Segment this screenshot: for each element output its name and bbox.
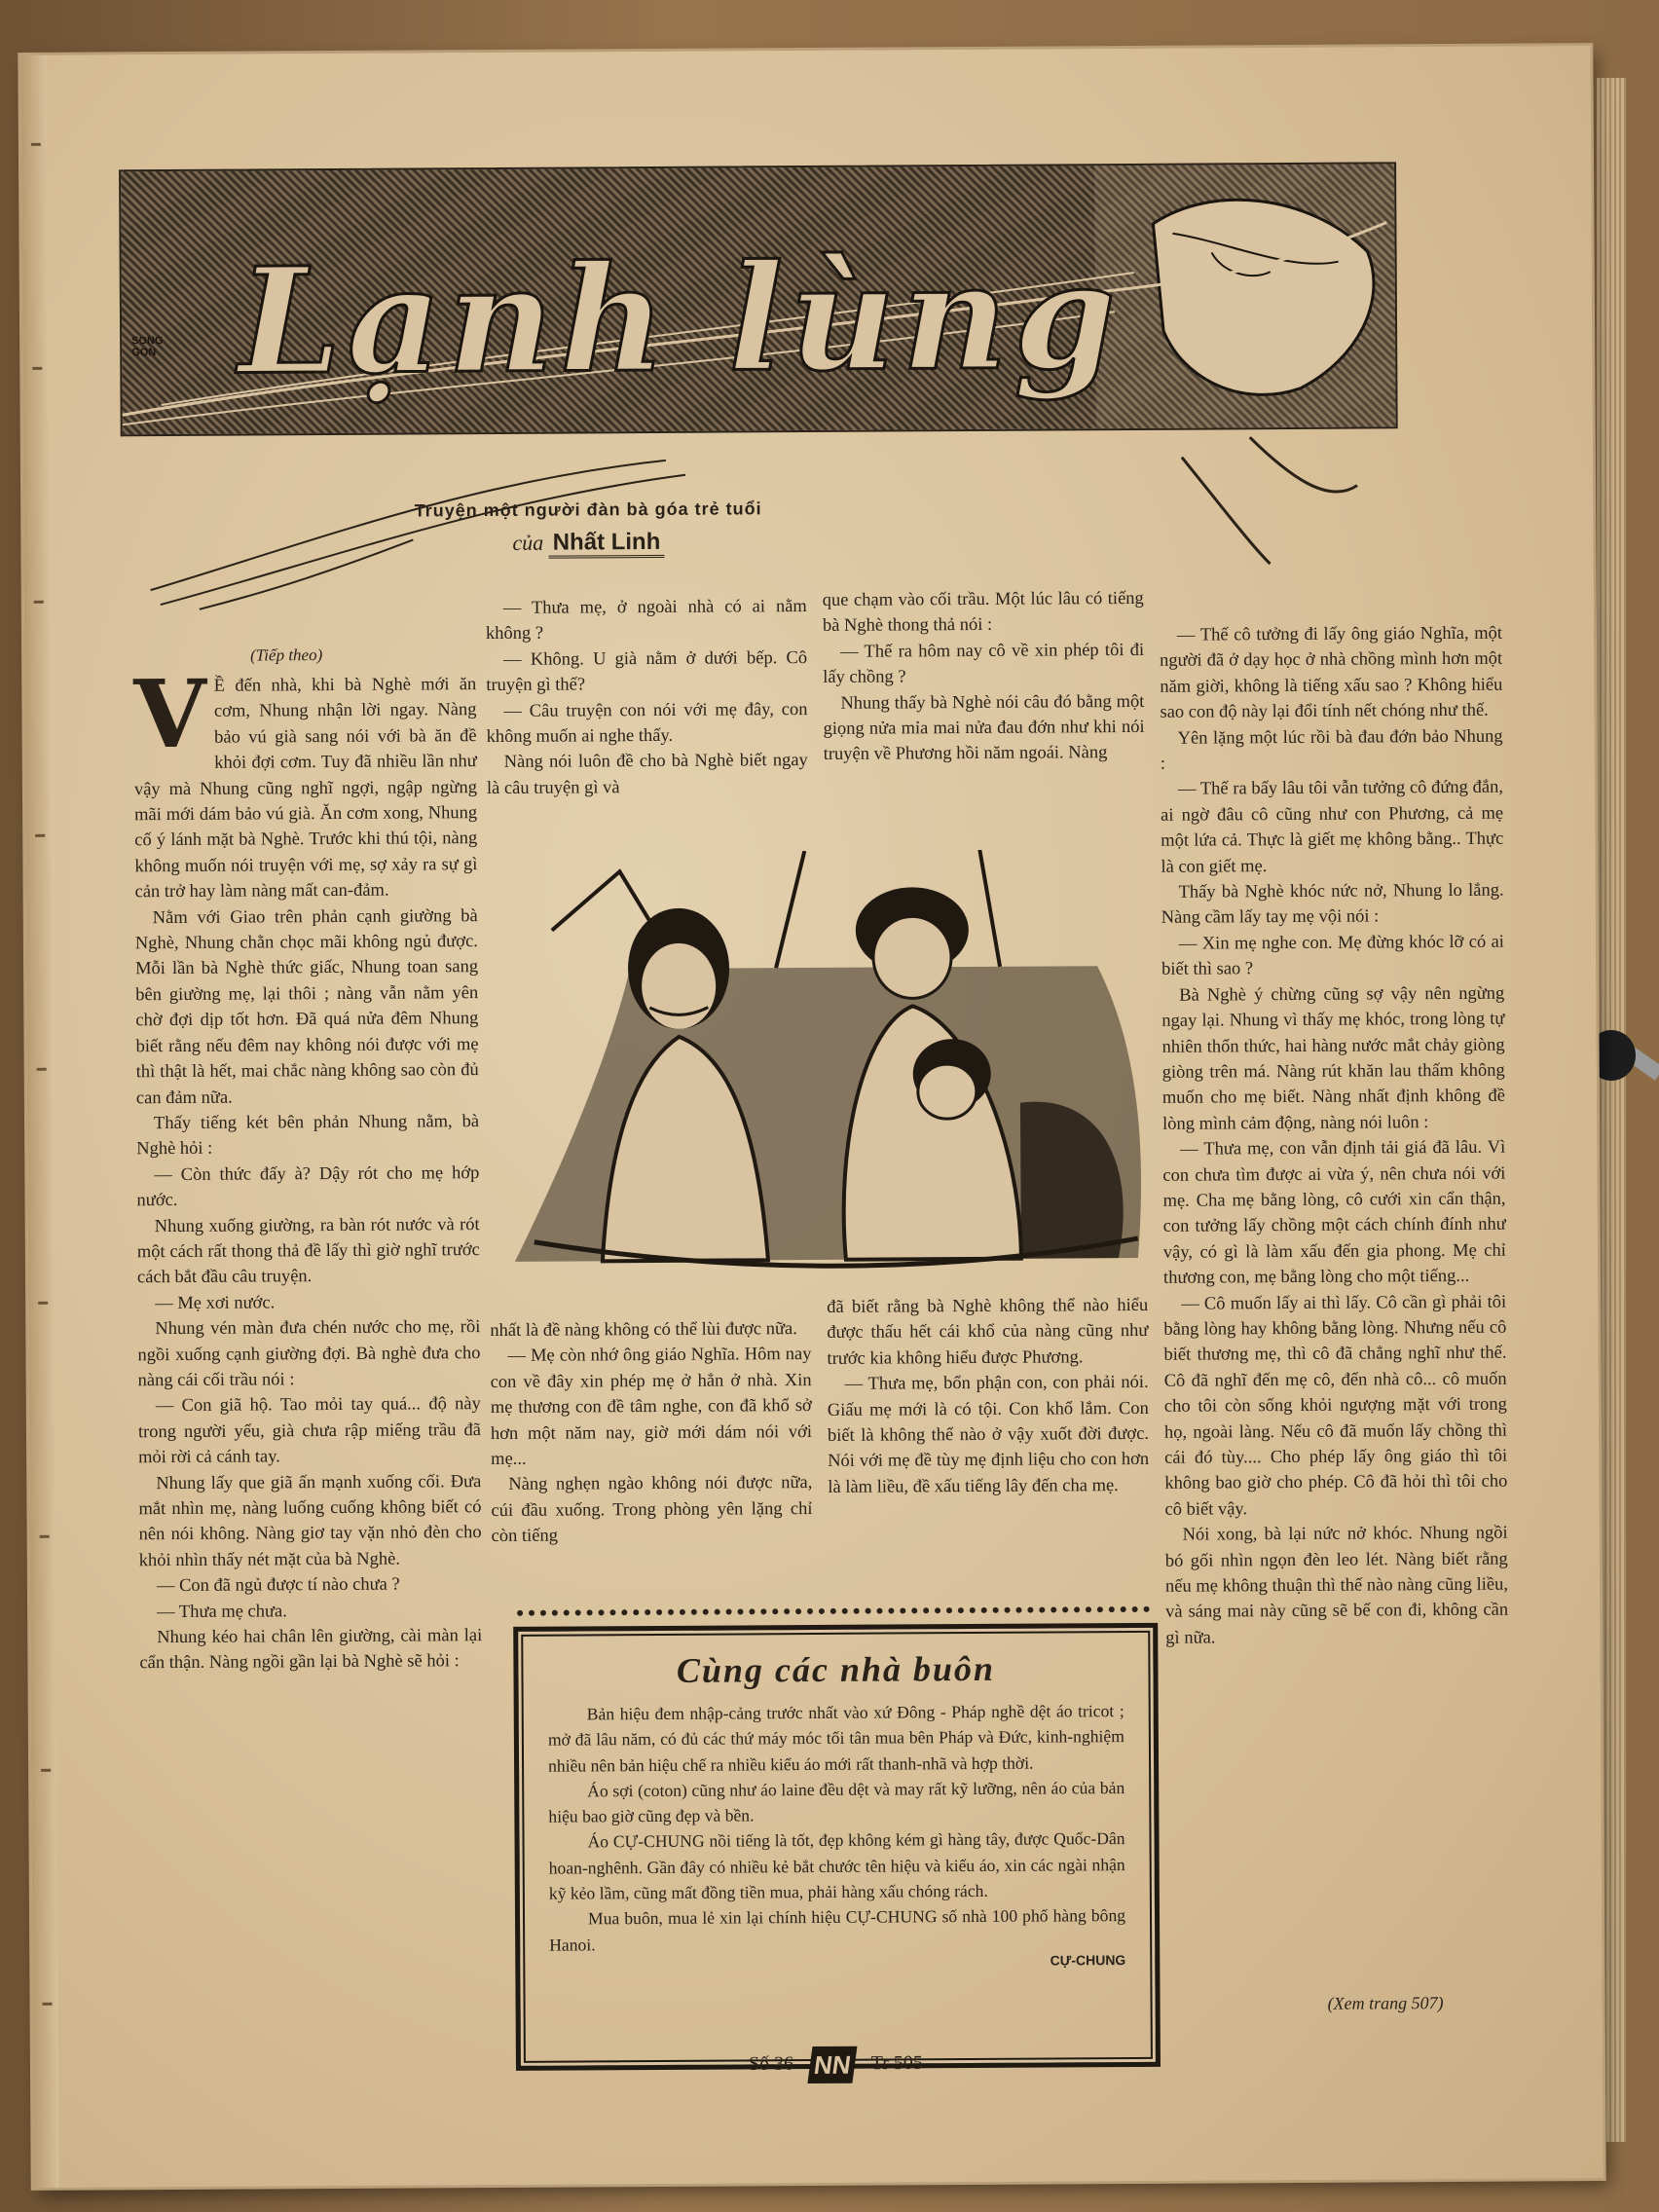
author-prefix: của <box>512 530 544 555</box>
magazine-logo: NN <box>808 2046 858 2083</box>
ad-title: Cùng các nhà buôn <box>676 1648 996 1690</box>
page-footer <box>749 2046 923 2083</box>
text-column-3-bottom <box>827 1293 1149 1500</box>
advertisement-box <box>513 1623 1161 2071</box>
paragraph: Nhung lấy que giã ấn mạnh xuống cối. Đưa mắt nhìn mẹ, nàng luống cuống không biết có nên nói không. Nàng giơ tay vặn nhỏ đèn cho khỏi nhìn thấy nét mặt của bà Nghè. <box>138 1471 482 1571</box>
paragraph: — Mẹ còn nhớ ông giáo Nghĩa. Hôm nay con về đây xin phép mẹ ở hẳn ở nhà. Xin mẹ thương con đề tâm nghe, con đã khổ sở hơn một năm nay, giờ mới dám nói với mẹ... <box>490 1345 813 1470</box>
paragraph: Bà Nghè ý chừng cũng sợ vậy nên ngừng ngay lại. Nhung vì thấy mẹ khóc, trong lòng tự nhiên thổn thức, hai hàng nước mắt chảy giòng giòng trên má. Nàng rút khăn lau thấm không muốn cho mẹ biết. Nàng nhất định không đề lòng mình cảm động, nàng nói luôn : <box>1161 983 1505 1134</box>
ad-signature: CỰ-CHUNG <box>1050 1952 1126 1969</box>
paragraph: Nhung kéo hai chân lên giường, cài màn lại cẩn thận. Nàng ngồi gần lại bà Nghè sẽ hỏi : <box>139 1626 483 1674</box>
paragraph: — Con đã ngủ được tí nào chưa ? <box>156 1574 400 1597</box>
paragraph: — Thưa mẹ, ở ngoài nhà có ai nằm không ? <box>485 597 807 645</box>
paragraph: — Thưa mẹ chưa. <box>157 1601 287 1622</box>
paragraph: đã biết rằng bà Nghè không thể nào hiểu được thấu hết cái khổ của nàng cũng như trước kia không hiểu được Phương. <box>827 1295 1149 1369</box>
paragraph: — Mẹ xơi nước. <box>155 1293 276 1313</box>
ad-paragraph: Áo CỰ-CHUNG nồi tiếng là tốt, đẹp không kém gì hàng tây, được Quốc-Dân hoan-nghênh. Gần đây có nhiều kẻ bắt chước tên hiệu và kiểu áo, xin các ngài nhận kỹ kẻo lầm, cũng mất đồng tiền mua, phải hàng xấu chóng rách. <box>548 1828 1125 1903</box>
dotted-divider <box>517 1606 1150 1616</box>
paragraph: Nhung xuống giường, ra bàn rót nước và rót một cách rất thong thả đề lấy thì giờ nghĩ trước cách bắt đầu câu truyện. <box>136 1214 480 1288</box>
paragraph: — Thế cô tưởng đi lấy ông giáo Nghĩa, một người đã ở dạy học ở nhà chồng mình hơn một năm giời, không là tiếng xấu sao ? Không hiểu sao con độ này lại đổi tính nết chóng như thế. <box>1160 623 1503 723</box>
paragraph: Nhung vén màn đưa chén nước cho mẹ, rồi ngồi xuống cạnh giường đợi. Bà nghè đưa cho nàng cái cối trầu nói : <box>137 1317 481 1391</box>
paragraph: — Thế ra bấy lâu tôi vẫn tưởng cô đứng đắn, ai ngờ đâu cô cũng như con Phương, cả mẹ một lứa cả. Thực là giết mẹ không bằng.. Thực là con giết mẹ. <box>1161 778 1504 877</box>
continued-on-page: (Xem trang 507) <box>1327 1993 1444 2013</box>
paragraph: — Còn thức đấy à? Dậy rót cho mẹ hớp nước. <box>136 1162 480 1211</box>
paragraph: Nàng nói luôn đề cho bà Nghè biết ngay là câu truyện gì và <box>486 751 808 798</box>
paragraph: Nằm với Giao trên phản cạnh giường bà Nghè, Nhung chằn chọc mãi không ngủ được. Mỗi lần bà Nghè thức giấc, Nhung toan sang bên giường mẹ, lại thôi ; nàng vẫn nằm yên chờ đợi dịp tốt hơn. Đã quá nửa đêm Nhung biết rằng nếu đêm nay không nói được với mẹ thì thật là hết, mai chắc nàng không sao còn đủ can đảm nữa. <box>134 905 479 1108</box>
ad-paragraph: Bản hiệu đem nhập-cảng trước nhất vào xứ Đông - Pháp nghề dệt áo tricot ; mở đã lâu năm, có đủ các thứ máy móc tối tân mua bên Pháp và Đức, kinh-nghiệm nhiều nên bản hiệu chế ra nhiều kiểu áo mới rất thanh-nhã và hợp thời. <box>547 1701 1124 1776</box>
ad-paragraph: Mua buôn, mua lẻ xin lại chính hiệu CỰ-CHUNG số nhà 100 phố hàng bông Hanoi. <box>549 1905 1126 1955</box>
paragraph: Ề đến nhà, khi bà Nghè mới ăn cơm, Nhung nhận lời ngay. Nàng bảo vú già sang nói với bà ăn đề khỏi đợi cơm. Tuy đã nhiều lần như vậy mà Nhung cũng nghĩ ngợi, ngập ngừng mãi mới dám bảo vú già. Ăn cơm xong, Nhung cố ý lánh mặt bà Nghè. Trước khi thú tội, nàng không muốn nói truyện với mẹ, sợ xảy ra sự gì cản trở hay làm nàng mất can-đảm. <box>133 675 478 903</box>
script-title: Lạnh lùng <box>238 231 1123 408</box>
paragraph: — Thưa mẹ, con vẫn định tải giá đã lâu. Vì con chưa tìm được ai vừa ý, nên chưa nói với mẹ. Cha mẹ bằng lòng, cô cưới xin cẩn thận, con tưởng lấy chồng một cách chính đính như vậy, có gì là làm xấu đến gia phong. Mẹ chỉ thương con, mẹ bằng lòng cho một tiếng... <box>1162 1137 1506 1288</box>
paragraph: Nói xong, bà lại nức nở khóc. Nhung ngồi bó gối nhìn ngọn đèn leo lét. Nàng biết rằng nếu mẹ không thuận thì thế nào nàng cũng liều, và sáng mai này cũng sẽ bế con đi, không cần gì nữa. <box>1164 1523 1509 1648</box>
paragraph: Nhung thấy bà Nghè nói câu đó bằng một giọng nửa mỉa mai nửa đau đớn như khi nói truyện về Phương hồi năm ngoái. Nàng <box>823 691 1145 765</box>
author-name: Nhất Linh <box>549 529 665 559</box>
paragraph: — Câu truyện con nói với mẹ đây, con không muốn ai nghe thấy. <box>486 699 808 748</box>
text-column-4 <box>1160 621 1508 1651</box>
paragraph: — Cô muốn lấy ai thì lấy. Cô cần gì phải tôi bằng lòng hay không bằng lòng. Nhưng nếu cô biết thương mẹ, thì cô đã chẳng nghĩ như thế. Cô đã nghĩ đến mẹ cô, đến nhà cô... cô muốn cho tôi còn sống khỏi ngượng mặt với trong họ, ngoài làng. Nếu cô đã muốn lấy chồng thì cái đó tùy.... Cho phép lấy ông giáo thì tôi không bao giờ cho phép. Cô đã hỏi thì tôi cho cô biết vậy. <box>1163 1292 1508 1520</box>
paragraph: que chạm vào cối trầu. Một lúc lâu có tiếng bà Nghè thong thả nói : <box>822 588 1144 637</box>
text-column-2-bottom <box>490 1316 812 1550</box>
continued-label: (Tiếp theo) <box>250 645 323 665</box>
artist-signature: SONG GON <box>131 335 164 359</box>
story-subtitle: Truyện một người đàn bà góa trẻ tuổi <box>414 498 762 521</box>
magazine-page <box>20 46 1603 2188</box>
paragraph: Yên lặng một lúc rồi bà đau đớn bảo Nhung : <box>1160 726 1503 774</box>
paragraph: — Không. U già nằm ở dưới bếp. Cô truyện gì thế? <box>486 647 808 696</box>
paragraph: Thấy tiếng két bên phản Nhung nằm, bà Nghè hỏi : <box>136 1111 480 1160</box>
text-column-2-top <box>486 594 808 801</box>
title-banner <box>119 162 1398 436</box>
paragraph: — Thế ra hôm nay cô về xin phép tôi đi lấy chồng ? <box>823 640 1145 688</box>
text-column-1 <box>133 658 483 1677</box>
page-number: Tr 505 <box>870 2051 923 2075</box>
mother-daughter-illustration <box>512 849 1148 1301</box>
paragraph: nhất là đề nàng không có thể lùi được nữa. <box>490 1319 797 1342</box>
paragraph: Nàng nghẹn ngào không nói được nữa, cúi đầu xuống. Trong phòng yên lặng chỉ còn tiếng <box>491 1473 813 1547</box>
ad-body <box>548 1698 1126 1958</box>
paragraph: — Thưa mẹ, bổn phận con, con phải nói. Giấu mẹ mới là có tội. Con khổ lắm. Con biết là không thể nào ở vậy xuốt đời được. Nói với mẹ đề tùy mẹ định liệu cho con hơn là làm liều, đề xấu tiếng lây đến cha mẹ. <box>827 1373 1150 1497</box>
paragraph: Thấy bà Nghè khóc nức nở, Nhung lo lắng. Nàng cầm lấy tay mẹ vội nói : <box>1161 880 1504 929</box>
drop-cap: V <box>133 658 207 770</box>
ad-paragraph: Áo sợi (coton) cũng như áo laine đều dệt và may rất kỹ lưỡng, nên áo của bản hiệu bao giờ cũng đẹp và bền. <box>548 1777 1125 1826</box>
paragraph: — Xin mẹ nghe con. Mẹ đừng khóc lỡ có ai biết thì sao ? <box>1161 932 1504 980</box>
issue-number: Số 36 <box>748 2052 794 2076</box>
paragraph: — Con giã hộ. Tao mỏi tay quá... độ này trong người yếu, già chưa rập miếng trầu đã mỏi rời cả cánh tay. <box>137 1394 482 1468</box>
text-column-3-top <box>823 586 1145 768</box>
